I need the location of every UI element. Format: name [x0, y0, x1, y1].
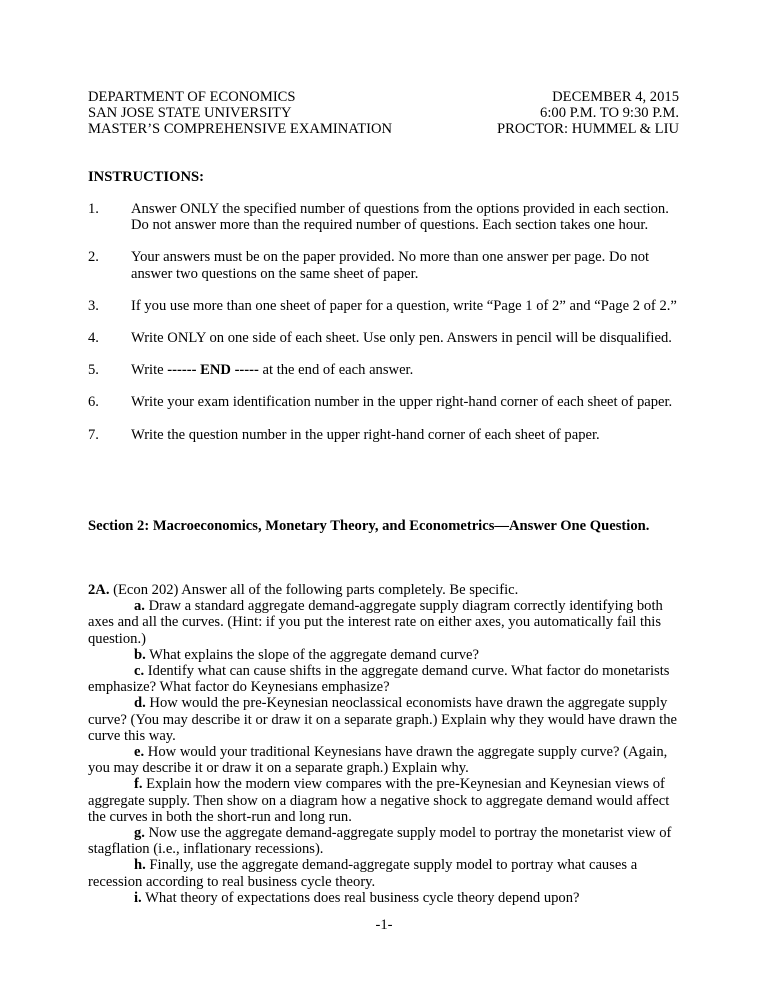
question-lead: [88, 582, 682, 598]
department-name: DEPARTMENT OF ECONOMICS: [88, 89, 296, 105]
part-text: Now use the aggregate demand-aggregate supply model to portray the monetarist view of stagflation (i.e., inflationary recessions).: [88, 825, 672, 858]
part-label: i.: [134, 889, 142, 906]
part-text: Finally, use the aggregate demand-aggregate supply model to portray what causes a recession according to real business cycle theory.: [88, 857, 638, 890]
question-part: [88, 825, 682, 857]
part-label: c.: [134, 663, 145, 680]
part-text: Explain how the modern view compares with the pre-Keynesian and Keynesian views of aggregate supply. Then show on a diagram how a negative shock to aggregate demand would affect the curves in both the short-run and long run.: [88, 776, 670, 825]
instructions-title: INSTRUCTIONS:: [88, 169, 204, 185]
instruction-text: Write ONLY on one side of each sheet. Use only pen. Answers in pencil will be disqualified.: [131, 330, 672, 347]
part-text: What theory of expectations does real business cycle theory depend upon?: [141, 889, 580, 906]
instruction-text: [131, 362, 686, 378]
instruction-item: [88, 201, 688, 233]
question-part: [88, 744, 682, 776]
part-text: How would the pre-Keynesian neoclassical economists have drawn the aggregate supply curve? (You may describe it or draw it on a separate graph.) Explain why they would have drawn the curve this way.: [88, 695, 677, 744]
part-label: g.: [134, 825, 145, 842]
instruction-text-post: at the end of each answer.: [258, 362, 414, 379]
instruction-item: [88, 394, 688, 410]
part-label: h.: [134, 857, 146, 874]
instruction-number: 1.: [88, 201, 99, 217]
instruction-text: Write your exam identification number in the upper right-hand corner of each sheet of paper.: [131, 394, 673, 411]
question-2a: [88, 582, 682, 906]
part-text: How would your traditional Keynesians have drawn the aggregate supply curve? (Again, you may describe it or draw it on a separate graph.) Explain why.: [88, 744, 668, 777]
part-label: a.: [134, 598, 145, 615]
instruction-text: Write the question number in the upper right-hand corner of each sheet of paper.: [131, 426, 600, 443]
part-text: What explains the slope of the aggregate demand curve?: [145, 646, 479, 663]
instruction-text-pre: Write: [131, 362, 168, 379]
instruction-number: 7.: [88, 426, 99, 443]
question-part: [88, 598, 682, 647]
end-marker: ------ END -----: [167, 362, 259, 379]
instruction-text: Your answers must be on the paper provided. No more than one answer per page. Do not answer two questions on the same sheet of paper.: [131, 249, 650, 282]
question-part: [88, 776, 682, 825]
header-right: [497, 89, 679, 138]
instruction-number: 3.: [88, 297, 99, 314]
question-lead-text: (Econ 202) Answer all of the following parts completely. Be specific.: [109, 582, 519, 598]
instruction-item: [88, 427, 688, 443]
exam-date: DECEMBER 4, 2015: [552, 89, 679, 105]
part-text: Draw a standard aggregate demand-aggregate supply diagram correctly identifying both axes and all the curves. (Hint: if you put the interest rate on either axes, you automatically fail this question.): [88, 598, 663, 647]
instruction-number: 6.: [88, 394, 99, 411]
instruction-text: If you use more than one sheet of paper for a question, write “Page 1 of 2” and “Page 2 of 2.”: [131, 297, 677, 314]
exam-name: MASTER’S COMPREHENSIVE EXAMINATION: [88, 121, 393, 138]
instruction-number: 5.: [88, 362, 99, 379]
instruction-item: [88, 362, 688, 378]
instruction-number: 4.: [88, 330, 99, 347]
exam-header: [88, 89, 679, 138]
header-left: [88, 89, 392, 138]
part-label: b.: [134, 646, 146, 663]
exam-proctor: PROCTOR: HUMMEL & LIU: [496, 121, 679, 138]
page-number: -1-: [375, 917, 393, 933]
section-title: Section 2: Macroeconomics, Monetary Theory, and Econometrics—Answer One Question.: [88, 518, 650, 534]
instructions-list: [88, 201, 688, 459]
question-part: [88, 647, 682, 663]
instruction-item: [88, 298, 688, 314]
question-part: [88, 857, 682, 889]
instruction-item: [88, 330, 688, 346]
part-text: Identify what can cause shifts in the aggregate demand curve. What factor do monetarists emphasize? What factor do Keynesians emphasize?: [88, 663, 670, 696]
question-label: 2A.: [88, 582, 110, 598]
part-label: e.: [134, 744, 145, 761]
instruction-text: Answer ONLY the specified number of questions from the options provided in each section. Do not answer more than the required number of questions. Each section takes one hour.: [131, 201, 669, 234]
instruction-item: [88, 249, 688, 281]
part-label: f.: [134, 776, 143, 793]
exam-time: 6:00 P.M. TO 9:30 P.M.: [540, 105, 679, 122]
question-part: [88, 890, 682, 906]
question-part: [88, 695, 682, 744]
instruction-number: 2.: [88, 249, 99, 266]
part-label: d.: [134, 695, 146, 712]
university-name: SAN JOSE STATE UNIVERSITY: [88, 105, 292, 122]
question-part: [88, 663, 682, 695]
